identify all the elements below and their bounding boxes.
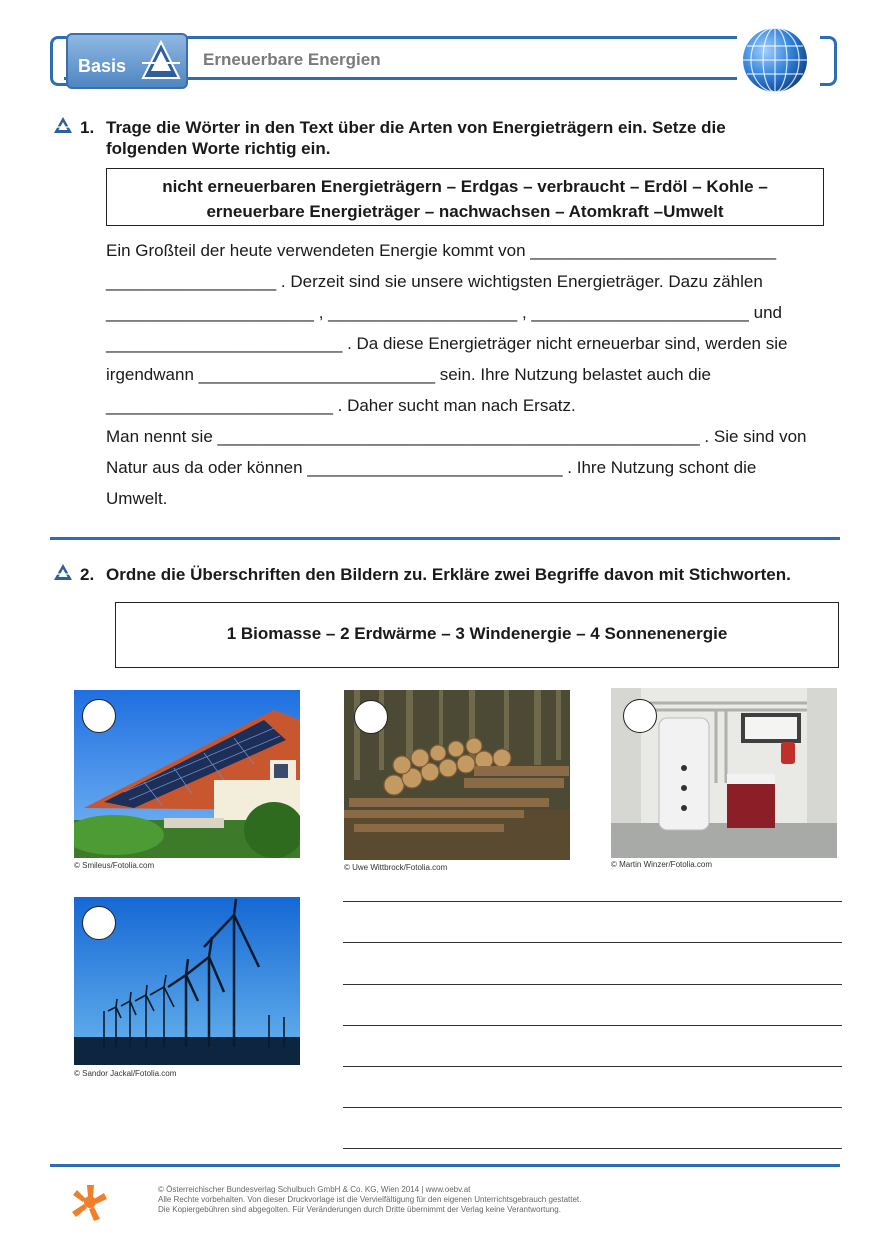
image-credit: © Sandor Jackal/Fotolia.com [74,1069,177,1078]
level-pyramid-icon [53,116,73,134]
writing-line[interactable] [343,1107,842,1108]
task1-word-box: nicht erneuerbaren Energieträgern – Erdgas – verbraucht – Erdöl – Kohle – erneuerbare Energieträger – nachwachsen – Atomkraft –Umwelt [106,168,824,226]
writing-line[interactable] [343,1066,842,1067]
writing-line[interactable] [343,942,842,943]
task1-number: 1. [80,118,95,137]
cloze-line: ________________________ . Daher sucht man nach Ersatz. [106,396,576,415]
image-number-circle [82,906,116,940]
image-credit: © Martin Winzer/Fotolia.com [611,860,713,869]
task2-instruction: Ordne die Überschriften den Bildern zu. Erkläre zwei Begriffe davon mit Stichworten. [106,565,791,584]
cloze-line: irgendwann _________________________ sein. Ihre Nutzung belastet auch die [106,365,711,384]
level-pyramid-icon [53,563,73,581]
footer-divider [50,1164,840,1167]
globe-icon [741,26,809,94]
footer-copyright: © Österreichischer Bundesverlag Schulbuch GmbH & Co. KG, Wien 2014 | www.oebv.at Alle Rechte vorbehalten. Von dieser Druckvorlage ist die Vervielfältigung für den eigenen Unterrichtsgebrauch gestattet. Die Kopiergebühren sind abgegolten. Für Veränderungen durch Dritte übernimmt der Verlag keine Verantwortung. [158,1185,582,1214]
writing-line[interactable] [343,1025,842,1026]
image-number-circle [623,699,657,733]
cloze-line: Natur aus da oder können ___________________________ . Ihre Nutzung schont die [106,458,757,477]
basis-label: Basis [78,56,127,76]
section-divider [50,537,840,540]
cloze-line: _________________________ . Da diese Energieträger nicht erneuerbar sind, werden sie [106,334,788,353]
cloze-line: Umwelt. [106,489,168,508]
image-credit: © Uwe Wittbrock/Fotolia.com [344,863,448,872]
page-title: Erneuerbare Energien [203,50,381,69]
image-number-circle [82,699,116,733]
cloze-line: __________________ . Derzeit sind sie unsere wichtigsten Energieträger. Dazu zählen [106,272,763,291]
writing-line[interactable] [343,901,842,902]
writing-line[interactable] [343,984,842,985]
pyramid-icon [140,39,182,81]
task1-cloze-text [106,235,806,514]
header-bracket-right [820,36,837,86]
image-number-circle [354,700,388,734]
writing-line[interactable] [343,1148,842,1149]
cloze-line: Man nennt sie ___________________________________________________ . Sie sind von [106,427,807,446]
task1-instruction: Trage die Wörter in den Text über die Arten von Energieträgern ein. Setze die folgenden Worte richtig ein. [106,118,726,158]
task2-number: 2. [80,565,95,584]
task2-word-box: 1 Biomasse – 2 Erdwärme – 3 Windenergie – 4 Sonnenenergie [115,602,839,668]
cloze-line: Ein Großteil der heute verwendeten Energie kommt von __________________________ [106,241,777,260]
publisher-logo-icon [70,1183,110,1223]
cloze-line: ______________________ , ____________________ , _______________________ und [106,303,782,322]
image-credit: © Smileus/Fotolia.com [74,861,155,870]
